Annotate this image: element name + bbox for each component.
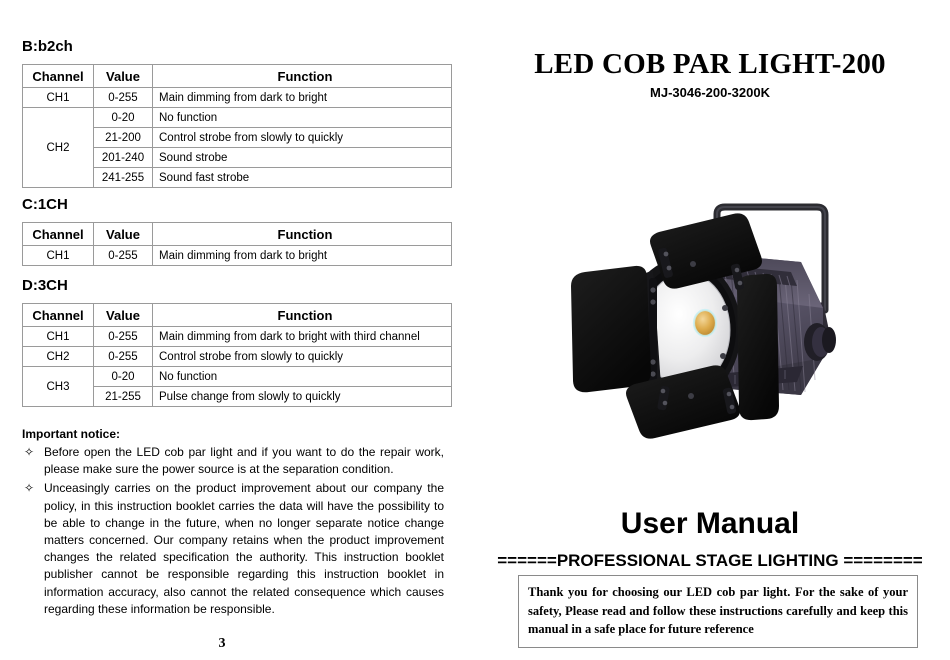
cell-function: Control strobe from slowly to quickly bbox=[153, 128, 452, 148]
barn-door-right bbox=[737, 274, 779, 420]
section-heading-b: B:b2ch bbox=[22, 38, 73, 55]
cell-function: No function bbox=[153, 367, 452, 387]
notice-item-text: Unceasingly carries on the product improvement about our company the policy, in this instruction booklet carries the data will have the possibility to be able to change in the future, when no longer separate notice change matters concerned. Our company retains when the product improvement changes the related specification the authority. This instruction booklet publisher cannot be responsible regarding this instruction booklet in information accuracy, also cannot the related consequence which causes regarding these information be responsible. bbox=[44, 481, 444, 616]
dmx-table-b2ch bbox=[22, 64, 452, 188]
diamond-bullet-icon: ✧ bbox=[24, 445, 35, 459]
barn-door-left bbox=[571, 266, 651, 392]
page-number: 3 bbox=[218, 636, 226, 651]
tagline: ======PROFESSIONAL STAGE LIGHTING ======== bbox=[497, 551, 923, 570]
cell-value: 0-255 bbox=[94, 246, 153, 266]
notice-item-text: Before open the LED cob par light and if you want to do the repair work, please make sure the power source is at the separation condition. bbox=[44, 445, 444, 477]
hinge-screw-icon bbox=[661, 389, 666, 394]
important-notice-block bbox=[22, 427, 444, 620]
cell-value: 0-255 bbox=[94, 347, 153, 367]
column-header-channel: Channel bbox=[23, 304, 94, 327]
column-header-function: Function bbox=[153, 65, 452, 88]
bezel-screw-icon bbox=[720, 353, 726, 359]
cell-value: 241-255 bbox=[94, 168, 153, 188]
table-row bbox=[23, 108, 452, 128]
right-column bbox=[470, 0, 950, 660]
important-notice-heading: Important notice: bbox=[22, 427, 120, 441]
table-row bbox=[23, 367, 452, 387]
section-heading-d: D:3CH bbox=[22, 277, 68, 294]
frame-screw-icon bbox=[650, 371, 655, 376]
thank-you-text: Thank you for choosing our LED cob par light. For the sake of your safety, Please read and follow these instructions carefully and keep this manual in a safe place for future reference bbox=[528, 585, 908, 636]
thank-you-box bbox=[518, 575, 918, 648]
cell-channel: CH2 bbox=[23, 347, 94, 367]
cell-function: No function bbox=[153, 108, 452, 128]
cell-function: Main dimming from dark to bright bbox=[153, 88, 452, 108]
bezel-screw-icon bbox=[690, 261, 696, 267]
column-header-channel: Channel bbox=[23, 65, 94, 88]
table-header-row bbox=[23, 65, 452, 88]
table-row bbox=[23, 347, 452, 367]
cell-function: Main dimming from dark to bright with third channel bbox=[153, 327, 452, 347]
column-header-value: Value bbox=[94, 304, 153, 327]
table-header-row bbox=[23, 223, 452, 246]
cell-value: 0-255 bbox=[94, 88, 153, 108]
frame-screw-icon bbox=[650, 299, 655, 304]
dmx-table-1ch bbox=[22, 222, 452, 266]
cell-channel: CH3 bbox=[23, 367, 94, 407]
tilt-lock-knob-outer bbox=[822, 327, 836, 353]
column-header-function: Function bbox=[153, 223, 452, 246]
column-header-function: Function bbox=[153, 304, 452, 327]
hinge-screw-icon bbox=[727, 392, 732, 397]
hinge-screw-icon bbox=[730, 405, 735, 410]
cell-function: Pulse change from slowly to quickly bbox=[153, 387, 452, 407]
table-row bbox=[23, 327, 452, 347]
manual-title: User Manual bbox=[620, 507, 800, 540]
cell-value: 0-20 bbox=[94, 108, 153, 128]
hinge-screw-icon bbox=[667, 266, 672, 271]
column-header-value: Value bbox=[94, 223, 153, 246]
diamond-bullet-icon: ✧ bbox=[24, 481, 35, 496]
hinge-screw-icon bbox=[664, 252, 669, 257]
bezel-screw-icon bbox=[722, 305, 728, 311]
product-model-number: MJ-3046-200-3200K bbox=[650, 85, 770, 100]
cell-value: 201-240 bbox=[94, 148, 153, 168]
cell-value: 0-20 bbox=[94, 367, 153, 387]
table-row bbox=[23, 88, 452, 108]
cell-value: 21-200 bbox=[94, 128, 153, 148]
hinge-screw-icon bbox=[738, 281, 743, 286]
bezel-screw-icon bbox=[688, 393, 694, 399]
hinge-screw-icon bbox=[735, 268, 740, 273]
cell-channel: CH2 bbox=[23, 108, 94, 188]
table-row bbox=[23, 246, 452, 266]
column-header-value: Value bbox=[94, 65, 153, 88]
cell-function: Sound fast strobe bbox=[153, 168, 452, 188]
notice-list-item bbox=[22, 444, 444, 478]
frame-screw-icon bbox=[650, 287, 655, 292]
section-heading-c: C:1CH bbox=[22, 196, 68, 213]
product-photo bbox=[565, 190, 875, 445]
cell-channel: CH1 bbox=[23, 88, 94, 108]
table-header-row bbox=[23, 304, 452, 327]
hinge-screw-icon bbox=[663, 401, 668, 406]
column-header-channel: Channel bbox=[23, 223, 94, 246]
cell-value: 0-255 bbox=[94, 327, 153, 347]
cell-function: Control strobe from slowly to quickly bbox=[153, 347, 452, 367]
left-column bbox=[0, 0, 470, 660]
cell-channel: CH1 bbox=[23, 246, 94, 266]
cell-function: Sound strobe bbox=[153, 148, 452, 168]
notice-list-item bbox=[22, 480, 444, 618]
product-title: LED COB PAR LIGHT-200 bbox=[534, 48, 886, 80]
cell-value: 21-255 bbox=[94, 387, 153, 407]
cell-channel: CH1 bbox=[23, 327, 94, 347]
par-light-illustration bbox=[565, 190, 875, 445]
dmx-table-3ch bbox=[22, 303, 452, 407]
cell-function: Main dimming from dark to bright bbox=[153, 246, 452, 266]
frame-screw-icon bbox=[650, 359, 655, 364]
